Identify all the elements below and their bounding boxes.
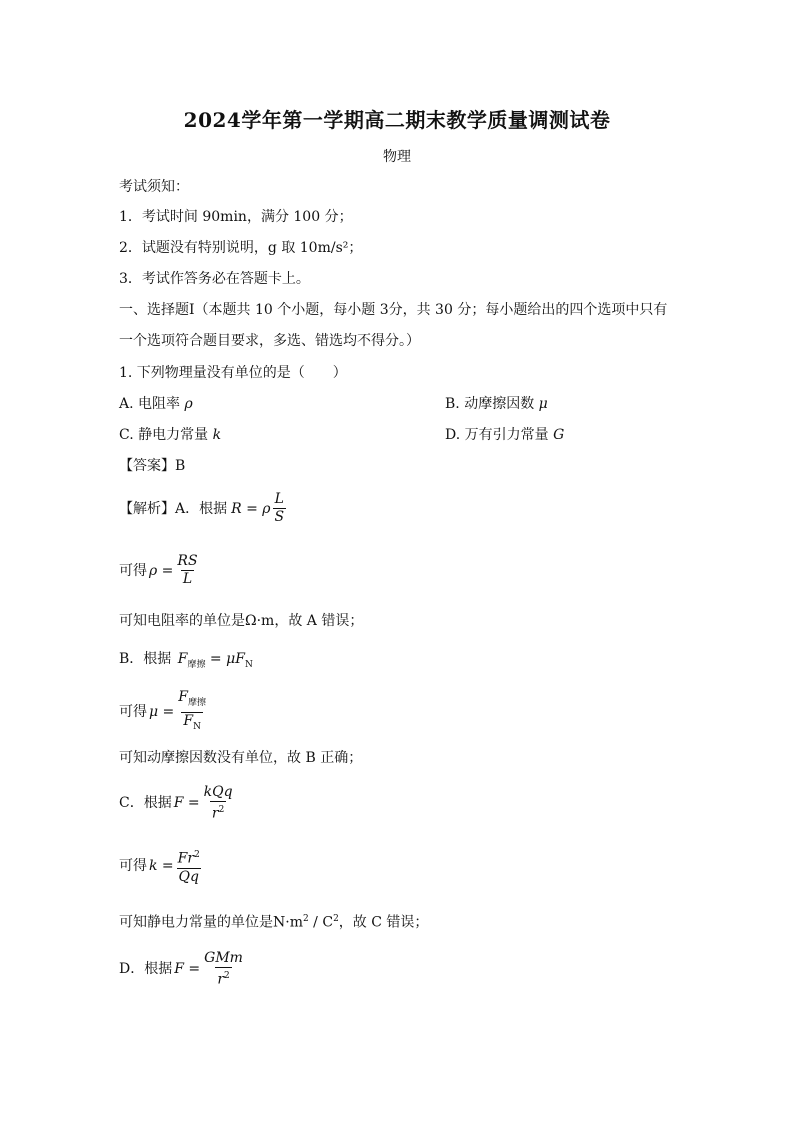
analysis-b-rest: = μF — [205, 651, 245, 667]
option-d-label: D. 万有引力常量 — [445, 427, 549, 443]
notice-item-3: 3．考试作答务必在答题卡上。 — [119, 271, 310, 287]
analysis-b-formula-line — [119, 650, 253, 674]
option-b-label: B. 动摩擦因数 — [445, 396, 535, 412]
analysis-c3-prefix: 可知静电力常量的单位是 — [119, 914, 273, 931]
fraction-l-over-s — [273, 491, 287, 526]
option-a-symbol: ρ — [184, 396, 193, 412]
unit-nm: N·m — [273, 914, 303, 931]
option-d-symbol: G — [553, 427, 565, 443]
numerator-sub: 摩擦 — [188, 697, 207, 708]
analysis-c3-suffix: ，故 C 错误； — [338, 914, 429, 931]
fraction-denominator — [215, 967, 231, 989]
fraction-denominator: S — [274, 509, 285, 525]
analysis-c2-lhs: k = — [149, 858, 174, 875]
analysis-d-formula-line — [119, 950, 247, 989]
analysis-a-derive-line — [119, 553, 202, 588]
notice-item-1: 1．考试时间 90min，满分 100 分； — [119, 209, 353, 225]
option-d — [445, 426, 564, 444]
analysis-c-prefix: C．根据 — [119, 795, 172, 812]
analysis-d-prefix: D．根据 — [119, 961, 173, 978]
option-c — [119, 426, 221, 444]
analysis-b-prefix: B．根据 — [119, 651, 172, 667]
analysis-c-formula-line — [119, 784, 237, 823]
fraction-rs-over-l — [175, 553, 199, 588]
fraction-numerator — [176, 689, 208, 712]
unit-c: / C — [308, 914, 334, 931]
analysis-a2-prefix: 可得 — [119, 562, 147, 579]
option-a-label: A. 电阻率 — [119, 396, 181, 412]
analysis-b-sub2: N — [244, 659, 253, 670]
analysis-c2-prefix: 可得 — [119, 858, 147, 875]
option-c-symbol: k — [212, 427, 222, 443]
analysis-b-conclusion: 可知动摩擦因数没有单位，故 B 正确； — [119, 750, 363, 766]
fraction-denominator — [181, 712, 203, 736]
fraction-numerator: RS — [177, 553, 198, 569]
analysis-a-prefix: 【解析】A．根据 — [119, 500, 228, 517]
notice-heading: 考试须知： — [119, 179, 189, 195]
question-1-stem: 1. 下列物理量没有单位的是（ ） — [119, 365, 347, 381]
analysis-c-derive-line — [119, 847, 204, 886]
unit-sup-1: 2 — [302, 914, 309, 924]
section-heading-line-1: 一、选择题Ⅰ（本题共 10 个小题，每小题 3分，共 30 分；每小题给出的四个选项中只有 — [119, 302, 668, 318]
denominator-f: F — [183, 712, 194, 729]
numerator-fr: Fr — [177, 850, 195, 867]
numerator-sup: 2 — [194, 850, 200, 860]
analysis-a2-lhs: ρ = — [149, 562, 174, 579]
exam-title: 2024学年第一学期高二期末教学质量调测试卷 — [183, 108, 611, 132]
analysis-a-formula-line — [119, 491, 288, 526]
fraction-numerator: GMm — [204, 950, 243, 966]
fraction-denominator — [210, 801, 226, 823]
fraction-gmm-over-r2 — [202, 950, 245, 989]
fraction-numerator — [176, 847, 202, 868]
option-a — [119, 395, 193, 413]
denominator-sup: 2 — [224, 971, 230, 981]
fraction-fr2-over-qq — [176, 847, 202, 886]
fraction-denominator: Qq — [178, 868, 199, 885]
analysis-b2-lhs: μ = — [149, 704, 175, 721]
fraction-denominator: L — [182, 571, 193, 587]
unit-sup-2: 2 — [333, 914, 339, 924]
fraction-kqq-over-r2 — [202, 784, 235, 823]
option-c-label: C. 静电力常量 — [119, 427, 209, 443]
notice-item-2: 2．试题没有特别说明，g 取 10m/s²； — [119, 240, 363, 256]
denominator-sup: 2 — [218, 805, 225, 815]
analysis-b-derive-line — [119, 689, 210, 736]
analysis-c-conclusion — [119, 910, 428, 932]
denominator-r: r — [211, 805, 219, 822]
analysis-d-lhs: F = — [174, 961, 201, 978]
denominator-sub: N — [193, 721, 201, 732]
fraction-numerator: L — [274, 491, 284, 507]
section-heading-line-2: 一个选项符合题目要求，多选、错选均不得分。） — [119, 333, 420, 349]
analysis-b-f: F — [177, 651, 188, 667]
subject-label: 物理 — [383, 149, 411, 165]
fraction-numerator: kQq — [203, 784, 233, 800]
analysis-b2-prefix: 可得 — [119, 704, 147, 721]
analysis-b-sub: 摩擦 — [187, 659, 206, 670]
analysis-a-conclusion: 可知电阻率的单位是Ω·m，故 A 错误； — [119, 613, 364, 629]
numerator-f: F — [178, 689, 188, 705]
option-b — [445, 395, 548, 413]
answer-line: 【答案】B — [119, 458, 186, 474]
option-b-symbol: μ — [538, 396, 548, 412]
denominator-r: r — [217, 971, 225, 988]
fraction-friction-over-normal — [176, 689, 208, 736]
analysis-c-lhs: F = — [173, 795, 200, 812]
analysis-a-lhs: R = ρ — [231, 500, 271, 517]
